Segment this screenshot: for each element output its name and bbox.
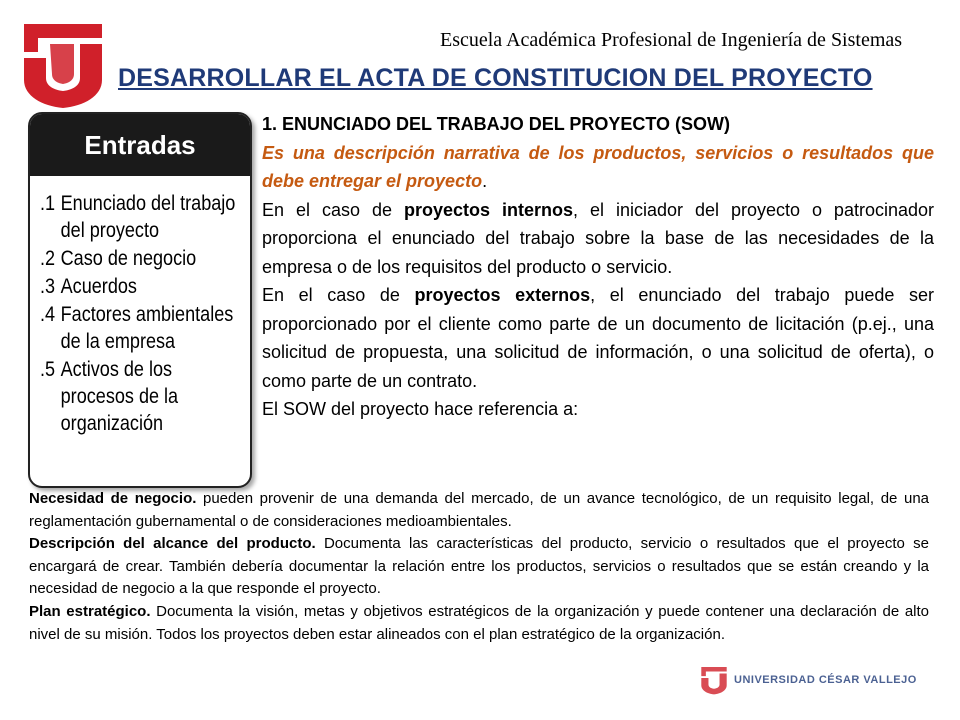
item-label: Activos de los procesos de la organización xyxy=(60,358,179,435)
internal-pre: En el caso de xyxy=(262,199,404,220)
inputs-card-heading: Entradas xyxy=(30,114,250,176)
school-name: Escuela Académica Profesional de Ingeniería de Sistemas xyxy=(440,29,903,51)
reference-text: Documenta la visión, metas y objetivos estratégicos de la organización y puede contener una declaración de alto nivel de su misión. Todos los proyectos deben estar alineados con el plan estratégico de la organización. xyxy=(29,602,929,643)
sow-section xyxy=(262,110,934,424)
reference-text: Documenta las características del producto, servicio o resultados que el proyecto se encargará de crear. También debería documentar la relación entre los productos, servicios o resultados que se están creando y la necesidad de negocio a la que responde el proyecto. xyxy=(29,535,929,598)
list-item xyxy=(40,190,242,244)
external-term: proyectos externos xyxy=(414,285,591,305)
item-label: Caso de negocio xyxy=(60,247,197,270)
item-number: .1 xyxy=(40,192,56,215)
item-number: .5 xyxy=(40,358,56,381)
list-item xyxy=(40,273,242,300)
inputs-card xyxy=(28,112,252,488)
reference-business-need xyxy=(29,488,929,533)
sow-definition xyxy=(262,139,934,196)
reference-term: Descripción del alcance del producto. xyxy=(29,535,316,553)
item-label: Enunciado del trabajo del proyecto xyxy=(60,192,236,242)
external-pre: En el caso de xyxy=(262,285,415,305)
item-label: Acuerdos xyxy=(60,275,137,298)
reference-scope xyxy=(29,533,929,601)
inputs-list xyxy=(30,176,250,437)
reference-term: Plan estratégico. xyxy=(29,602,151,620)
internal-term: proyectos internos xyxy=(403,199,573,220)
external-post: , el enunciado del trabajo puede ser proporcionado por el cliente como parte de un documento de licitación (p.ej., una solicitud de propuesta, una solicitud de información, o una solicitud de oferta), o como parte de un contrato. xyxy=(262,285,935,391)
footer-logo xyxy=(700,662,932,698)
list-item xyxy=(40,301,242,355)
item-number: .2 xyxy=(40,247,56,270)
definition-text: Es una descripción narrativa de los productos, servicios o resultados que debe entregar el proyecto xyxy=(262,142,934,191)
list-item xyxy=(40,245,242,272)
references-intro: El SOW del proyecto hace referencia a: xyxy=(262,399,579,419)
item-number: .4 xyxy=(40,303,56,326)
definition-period: . xyxy=(482,171,488,191)
ucv-shield-icon xyxy=(700,665,728,695)
internal-projects-paragraph xyxy=(262,196,934,282)
reference-text: pueden provenir de una demanda del mercado, de un avance tecnológico, de un requisito legal, de una reglamentación gubernamental o de consideraciones medioambientales. xyxy=(29,490,930,530)
ucv-logo-icon xyxy=(20,18,106,110)
item-number: .3 xyxy=(40,275,56,298)
page-title: DESARROLLAR EL ACTA DE CONSTITUCION DEL PROYECTO xyxy=(118,64,873,92)
reference-strategic-plan xyxy=(29,601,929,646)
external-projects-paragraph xyxy=(262,281,934,395)
list-item xyxy=(40,356,242,437)
internal-post: , el iniciador del proyecto o patrocinador proporciona el enunciado del trabajo sobre la base de las necesidades de la empresa o de los requisitos del producto o servicio. xyxy=(262,199,934,277)
item-label: Factores ambientales de la empresa xyxy=(60,303,234,353)
references-block xyxy=(29,488,929,646)
footer-logo-text: UNIVERSIDAD CÉSAR VALLEJO xyxy=(734,674,917,686)
section-heading: 1. ENUNCIADO DEL TRABAJO DEL PROYECTO (SOW) xyxy=(262,114,731,134)
reference-term: Necesidad de negocio. xyxy=(29,490,197,507)
